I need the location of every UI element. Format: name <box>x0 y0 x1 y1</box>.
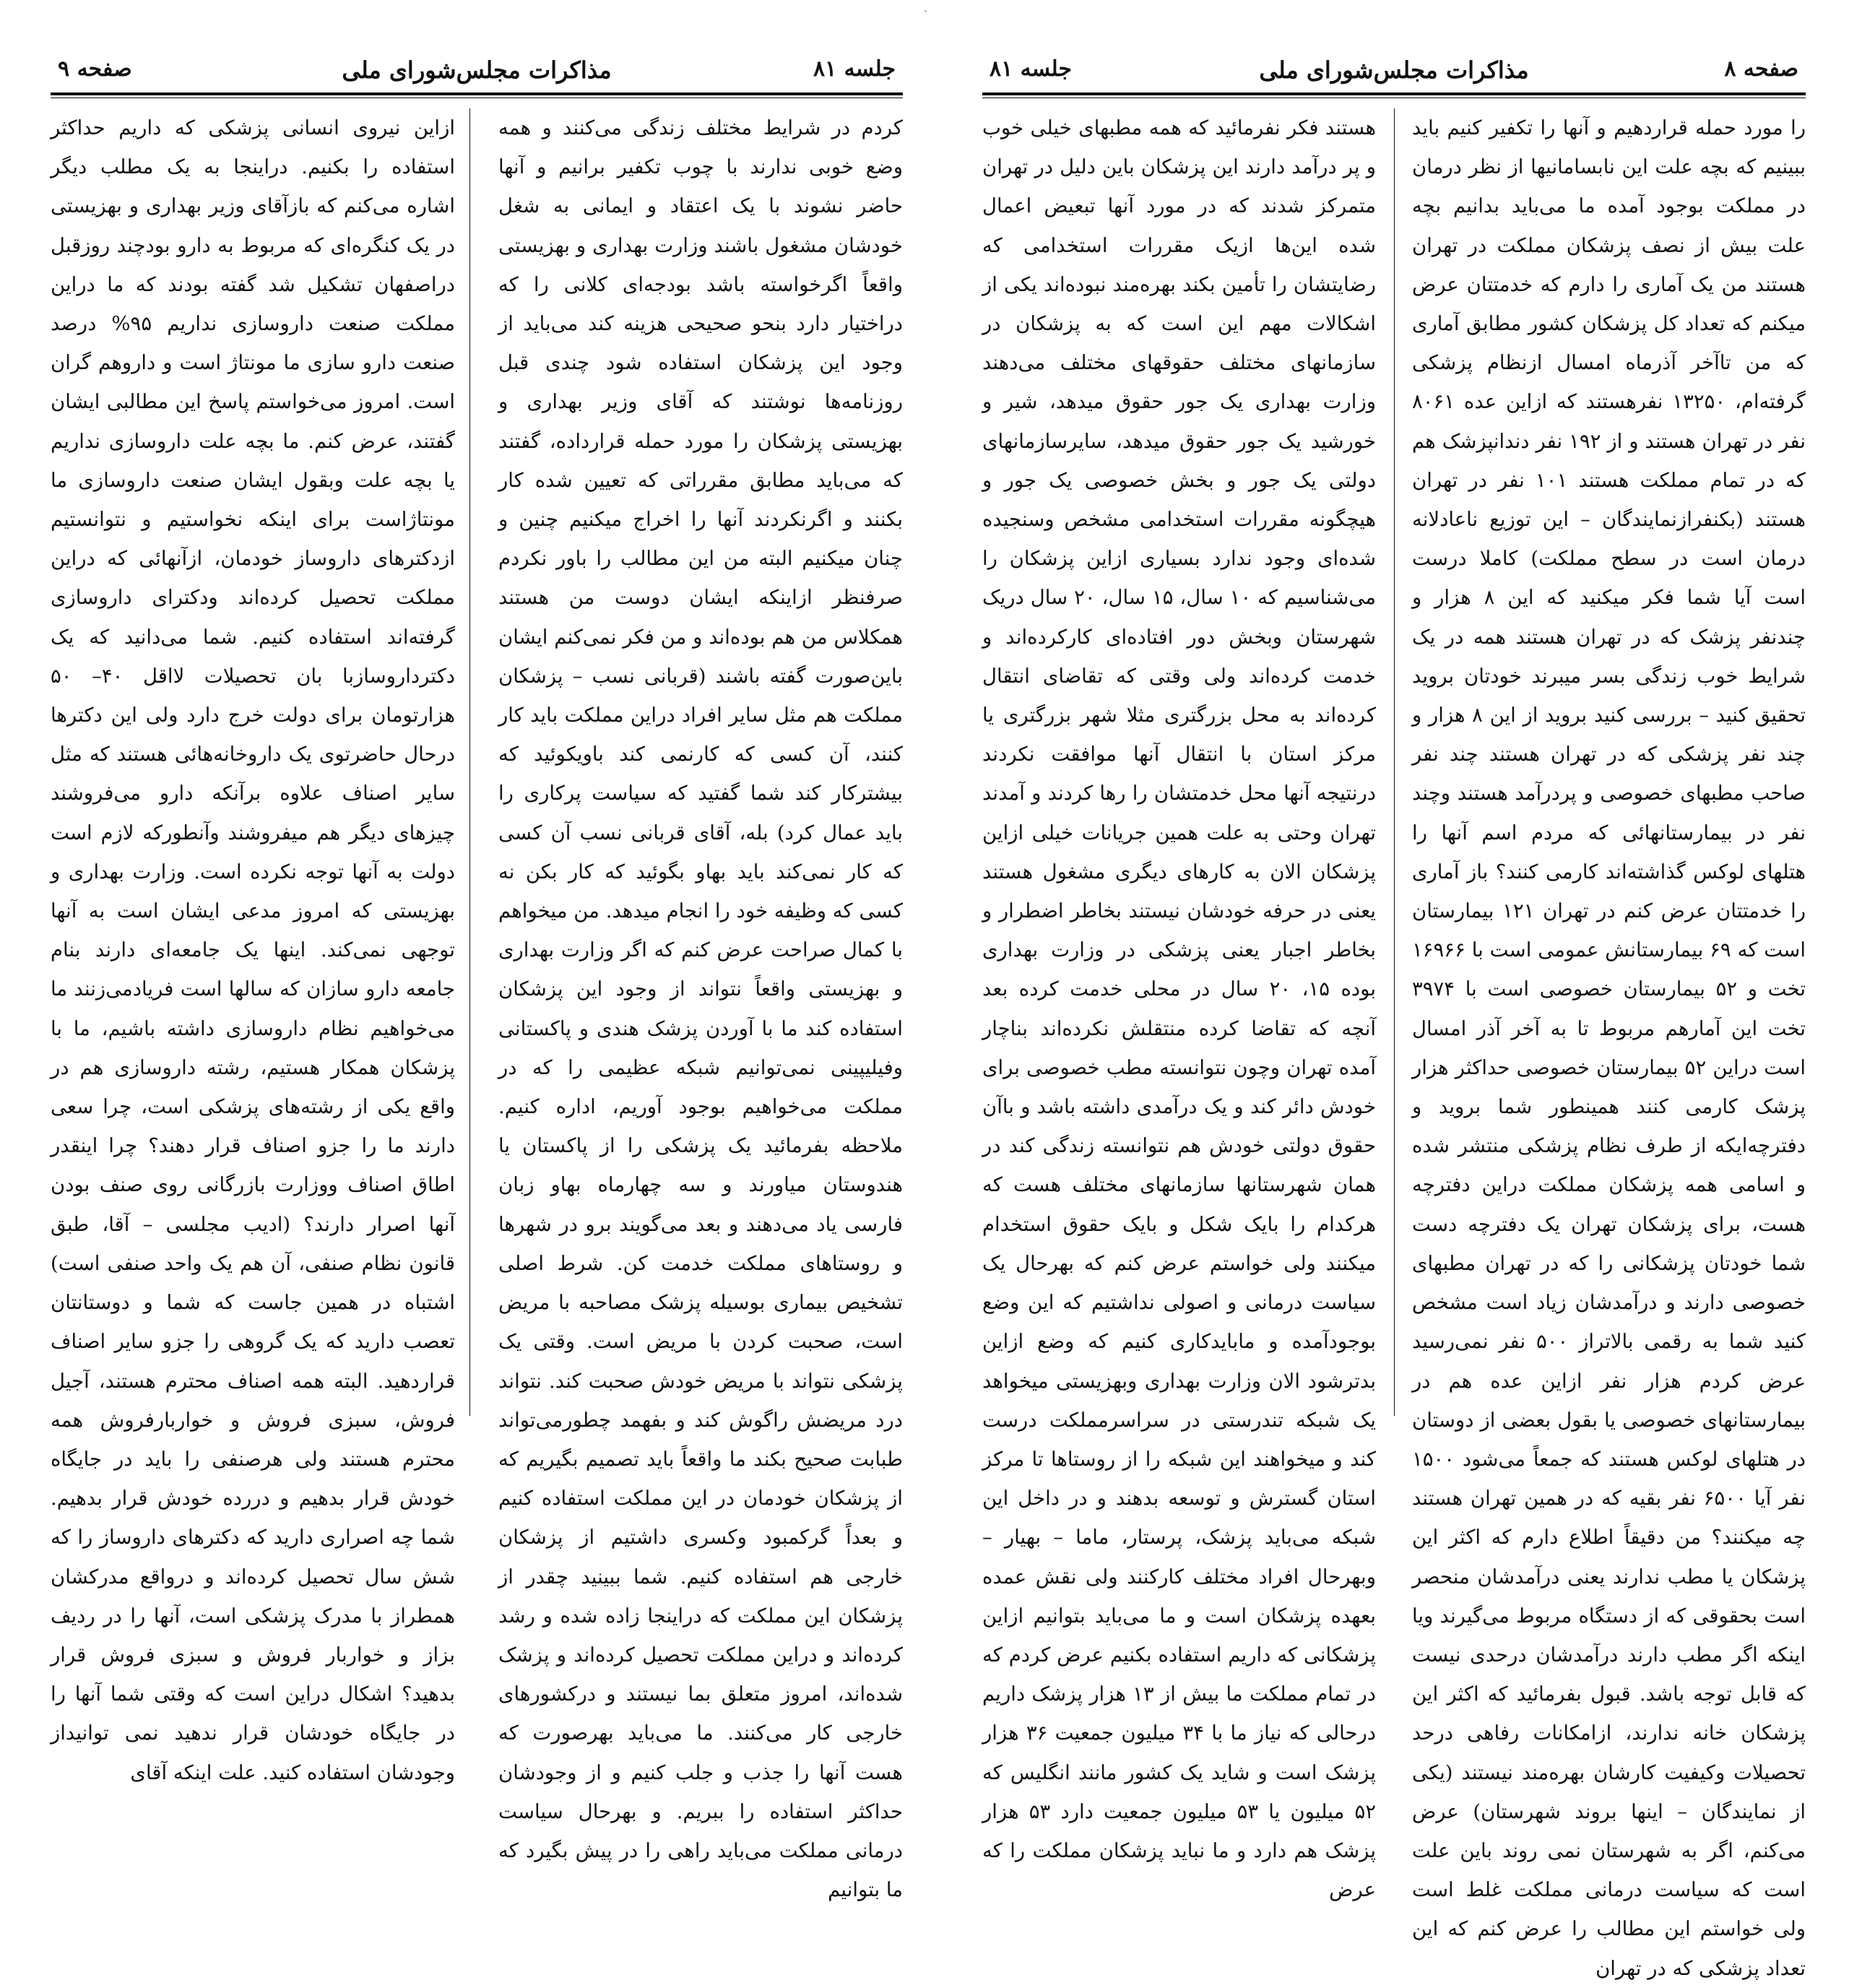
right-page <box>982 0 1806 1980</box>
column-divider <box>469 108 470 1416</box>
scan-speck <box>924 10 927 12</box>
text-column-left <box>51 108 455 1784</box>
session-label: جلسه ۸۱ <box>813 56 896 82</box>
text-column-right <box>498 108 903 1902</box>
right-page-header <box>982 56 1806 88</box>
column-text: کردم در شرایط مختلف زندگی می‌کنند و همه وضع خوبی ندارند با چوب تکفیر برانیم و آنها حاضر نشوند با یک اعتقاد و ایمانی به شغل خودشان مشغول باشند وزارت بهداری و بهزیستی واقعاً اگرخواسته باشد بودجه‌ای کلانی را که دراختیار دارد بنحو صحیحی هزینه کند می‌باید از وجود این پزشکان استفاده شود چندی قبل روزنامه‌ها نوشتند که آقای وزیر بهداری و بهزیستی پزشکان را مورد حمله قرارداده، گفتند که می‌باید مطابق مقرراتی که تعیین شده کار بکنند و اگرنکردند آنها را اخراج میکنیم چنین و چنان میکنیم البته من این مطالب را باور نکردم صرفنظر ازاینکه ایشان دوست من هستند همکلاس من هم بوده‌اند و من فکر نمی‌کنم ایشان باین‌صورت گفته باشند (قربانی نسب – پزشکان مملکت هم مثل سایر افراد دراین مملکت باید کار کنند، آن کسی که کارنمی کند باویکوئید که بیشترکار کند شما گفتید که سیاست پرکاری را باید عمال کرد) بله، آقای قربانی نسب آن کسی که کار نمی‌کند باید بهاو بگوئید که کار بکن نه کسی که وظیفه خود را انجام میدهد. من میخواهم با کمال صراحت عرض کنم که اگر وزارت بهداری و بهزیستی واقعاً نتواند از وجود این پزشکان استفاده کند ما با آوردن پزشک هندی و پاکستانی وفیلیپینی نمی‌توانیم شبکه عظیمی را که در مملکت می‌خواهیم بوجود آوریم، اداره کنیم. ملاحظه بفرمائید یک پزشکی را از پاکستان یا هندوستان میاورند و سه چهارماه بهاو زبان فارسی یاد می‌دهند و بعد می‌گویند برو در شهرها و روستاهای مملکت خدمت کن. شرط اصلی تشخیص بیماری بوسیله پزشک مصاحبه با مریض است، صحبت کردن با مریض است. وقتی یک پزشکی نتواند با مریض خودش صحبت کند. نتواند درد مریضش راگوش کند و بفهمد چطورمی‌تواند طبابت صحیح بکند ما واقعاً باید تصمیم بگیریم که از پزشکان خودمان در این مملکت استفاده کنیم و بعداً گرکمبود وکسری داشتیم از پزشکان خارجی هم استفاده کنیم. شما ببینید چقدر از پزشکان این مملکت که دراینجا زاده شده و رشد کرده‌اند و دراین مملکت تحصیل کرده‌اند و پزشک شده‌اند، امروز متعلق بما نیستند و درکشورهای خارجی کار می‌کنند. ما می‌باید بهرصورت که هست آنها را جذب و جلب کنیم و از وجودشان حداکثر استفاده را ببریم. و بهرحال سیاست درمانی مملکت می‌باید راهی را در پیش بگیرد که ما بتوانیم <box>498 116 903 1902</box>
journal-title: مذاکرات مجلس‌شورای ملی <box>342 56 612 84</box>
text-column-left <box>982 108 1376 1902</box>
column-text: ازاین نیروی انسانی پزشکی که داریم حداکثر استفاده را بکنیم. دراینجا به یک مطلب دیگر اشاره می‌کنم که بازآقای وزیر بهداری و بهزیستی در یک کنگره‌ای که مربوط به دارو بودچند روزقبل دراصفهان تشکیل شد گفته بودند که ما دراین مملکت صنعت داروسازی نداریم ۹۵% درصد صنعت دارو سازی ما مونتاژ است و داروهم گران است. امروز می‌خواستم پاسخ این مطالبی ایشان گفتند، عرض کنم. ما بچه علت داروسازی نداریم یا بچه علت وبقول ایشان صنعت داروسازی ما مونتاژاست برای اینکه نخواستیم و نتوانستیم ازدکترهای داروساز خودمان، ازآنهائی که دراین مملکت تحصیل کرده‌اند ودکترای داروسازی گرفته‌اند استفاده کنیم. شما می‌دانید که یک دکترداروسازبا بان تحصیلات لااقل ۴۰– ۵۰ هزارتومان برای دولت خرج دارد ولی این دکترها درحال حاضرتوی یک داروخانه‌هائی هستند که مثل سایر اصناف علاوه برآنکه دارو می‌فروشند چیزهای دیگر هم میفروشند وآنطورکه لازم است دولت به آنها توجه نکرده است. وزارت بهداری و بهزیستی که امروز مدعی ایشان است به آنها توجهی نمی‌کند. اینها یک جامعه‌ای دارند بنام جامعه دارو سازان که سالها است فریادمی‌زنند ما می‌خواهیم نظام داروسازی داشته باشیم، ما با پزشکان همکار هستیم، رشته داروسازی هم در واقع یکی از رشته‌های پزشکی است، چرا سعی دارند ما را جزو اصناف قرار دهند؟ چرا اینقدر اطاق اصناف ووزارت بازرگانی روی صنف بودن آنها اصرار دارند؟ (ادیب مجلسی – آقا، طبق قانون نظام صنفی، آن هم یک واحد صنفی است) اشتباه در همین جاست که شما و دوستانتان تعصب دارید که یک گروهی را جزو سایر اصناف قراردهید. البته همه اصناف محترم هستند، آجیل فروش، سبزی فروش و خواربارفروش همه محترم هستند ولی هرصنفی را باید در جایگاه خودش قرار بدهیم و دررده خودش قرار بدهیم. شما چه اصراری دارید که دکترهای داروساز را که شش سال تحصیل کرده‌اند و درواقع مدرکشان همطراز با مدرک پزشکی است، آنها را در ردیف بزاز و خواربار فروش و سبزی فروش قرار بدهید؟ اشکال دراین است که وقتی شما آنها را در جایگاه خودشان قرار ندهید نمی توانیداز وجودشان استفاده کنید. علت اینکه آقای <box>51 116 455 1784</box>
header-rule <box>982 92 1806 95</box>
page-number: صفحه ۹ <box>58 56 132 82</box>
left-page <box>51 0 903 1902</box>
column-text: هستند فکر نفرمائید که همه مطبهای خیلی خوب و پر درآمد دارند این پزشکان باین دلیل در تهران متمرکز شدند که در مورد آنها تبعیض اعمال شده این‌ها ازیک مقررات استخدامی که رضایتشان را تأمین بکند بهره‌مند نبوده‌اند یکی از اشکالات مهم این است که به پزشکان در سازمانهای مختلف حقوقهای مختلف می‌دهند وزارت بهداری یک جور حقوق میدهد، شیر و خورشید یک جور حقوق میدهد، سایرسازمانهای دولتی یک جور و بخش خصوصی یک جور و هیچگونه مقررات استخدامی مشخص وسنجیده شده‌ای وجود ندارد بسیاری ازاین پزشکان را می‌شناسیم که ۱۰ سال، ۱۵ سال، ۲۰ سال دریک شهرستان وبخش دور افتاده‌ای کارکرده‌اند و خدمت کرده‌اند ولی وقتی که تقاضای انتقال کرده‌اند به محل بزرگتری مثلا شهر بزرگتری یا مرکز استان با انتقال آنها موافقت نکردند درنتیجه آنها محل خدمتشان را رها کردند و آمدند تهران وحتی به علت همین جریانات خیلی ازاین پزشکان الان به کارهای دیگری مشغول هستند یعنی در حرفه خودشان نیستند بخاطر اضطرار و بخاطر اجبار یعنی پزشکی در وزارت بهداری بوده ۱۵، ۲۰ سال در محلی خدمت کرده بعد آنچه که تقاضا کرده منتقلش نکرده‌اند بناچار آمده تهران وچون نتوانسته مطب خصوصی برای خودش دائر کند و یک درآمدی داشته باشد و باآن حقوق دولتی خودش هم نتوانسته زندگی کند در همان شهرستانها سازمانهای مختلف هست که هرکدام را بایک شکل و بایک حقوق استخدام میکنند ولی خواستم عرض کنم که بهرحال یک سیاست درمانی و اصولی نداشتیم که این وضع بوجودآمده و مابایدکاری کنیم که وضع ازاین بدترشود الان وزارت بهداری وبهزیستی میخواهد یک شبکه تندرستی در سراسرمملکت درست کند و میخواهند این شبکه را از روستاها تا مرکز استان گسترش و توسعه بدهند و در داخل این شبکه می‌باید پزشک، پرستار، ماما – بهیار – وبهرحال افراد مختلف کارکنند ولی نقش عمده بعهده پزشکان است و ما می‌باید بتوانیم ازاین پزشکانی که داریم استفاده بکنیم عرض کردم که در تمام مملکت ما بیش از ۱۳ هزار پزشک داریم درحالی که نیاز ما با ۳۴ میلیون جمعیت ۳۶ هزار پزشک است و شاید یک کشور مانند انگلیس که ۵۲ میلیون یا ۵۳ میلیون جمعیت دارد ۵۳ هزار پزشک هم دارد و ما نباید پزشکان مملکت را که عرض <box>982 116 1376 1902</box>
session-label: جلسه ۸۱ <box>990 56 1073 82</box>
left-page-header <box>51 56 903 88</box>
page-number: صفحه ۸ <box>1724 56 1798 82</box>
journal-title: مذاکرات مجلس‌شورای ملی <box>1259 56 1529 84</box>
column-text: را مورد حمله قراردهیم و آنها را تکفیر کنیم باید ببینیم که بچه علت این نابسامانیها از نظر درمان در مملکت بوجود آمده ما می‌باید بدانیم بچه علت بیش از نصف پزشکان مملکت در تهران هستند من یک آماری را دارم که خدمتتان عرض میکنم که تعداد کل پزشکان کشور مطابق آماری که من تاآخر آذرماه امسال ازنظام پزشکی گرفته‌ام، ۱۳۲۵۰ نفرهستند که ازاین عده ۸۰۶۱ نفر در تهران هستند و از ۱۹۲ نفر دندانپزشک هم که در تمام مملکت هستند ۱۰۱ نفر در تهران هستند (بکنفرازنمایندگان – این توزیع ناعادلانه درمان است در سطح مملکت) کاملا درست است آیا شما فکر میکنید که این ۸ هزار و چندنفر پزشک که در تهران هستند همه در یک شرایط خوب زندگی بسر میبرند خودتان بروید تحقیق کنید – بررسی کنید بروید از این ۸ هزار و چند نفر پزشکی که در تهران هستند چند نفر صاحب مطبهای خصوصی و پردرآمد هستند وچند نفر در بیمارستانهائی که مردم اسم آنها را هتلهای لوکس گذاشته‌اند کارمی کنند؟ باز آماری را خدمتتان عرض کنم در تهران ۱۲۱ بیمارستان است که ۶۹ بیمارستانش عمومی است با ۱۶۹۶۶ تخت و ۵۲ بیمارستان خصوصی است با ۳۹۷۴ تخت این آمارهم مربوط تا به آخر آذر امسال است دراین ۵۲ بیمارستان خصوصی حداکثر هزار پزشک کارمی کنند همینطور شما بروید و دفترچه‌ایکه از طرف نظام پزشکی منتشر شده و اسامی همه پزشکان مملکت دراین دفترچه هست، برای پزشکان تهران یک دفترچه دست شما خودتان پزشکانی را که در تهران مطبهای خصوصی دارند و درآمدشان زیاد است مشخص کنید شما به رقمی بالاتراز ۵۰۰ نفر نمی‌رسید عرض کردم هزار نفر ازاین عده هم در بیمارستانهای خصوصی یا بقول بعضی از دوستان در هتلهای لوکس هستند که جمعاً می‌شود ۱۵۰۰ نفر آیا ۶۵۰۰ نفر بقیه که در همین تهران هستند چه میکنند؟ من دقیقاً اطلاع دارم که اکثر این پزشکان یا مطب ندارند یعنی درآمدشان منحصر است بحقوقی که از دستگاه مربوط می‌گیرند ویا اینکه اگر مطب دارند درآمدشان درحدی نیست که قابل توجه باشد. قبول بفرمائید که اکثر این پزشکان خانه ندارند، ازامکانات رفاهی درحد تحصیلات وکیفیت کارشان بهره‌مند نیستند (یکی از نمایندگان – اینها بروند شهرستان) عرض می‌کنم، اگر به شهرستان نمی روند باین علت است که سیاست درمانی مملکت غلط است ولی خواستم این مطالب را عرض کنم که این تعداد پزشکی که در تهران <box>1412 116 1806 1980</box>
text-column-right <box>1412 108 1806 1980</box>
header-rule <box>51 92 903 95</box>
column-divider <box>1394 108 1395 1416</box>
